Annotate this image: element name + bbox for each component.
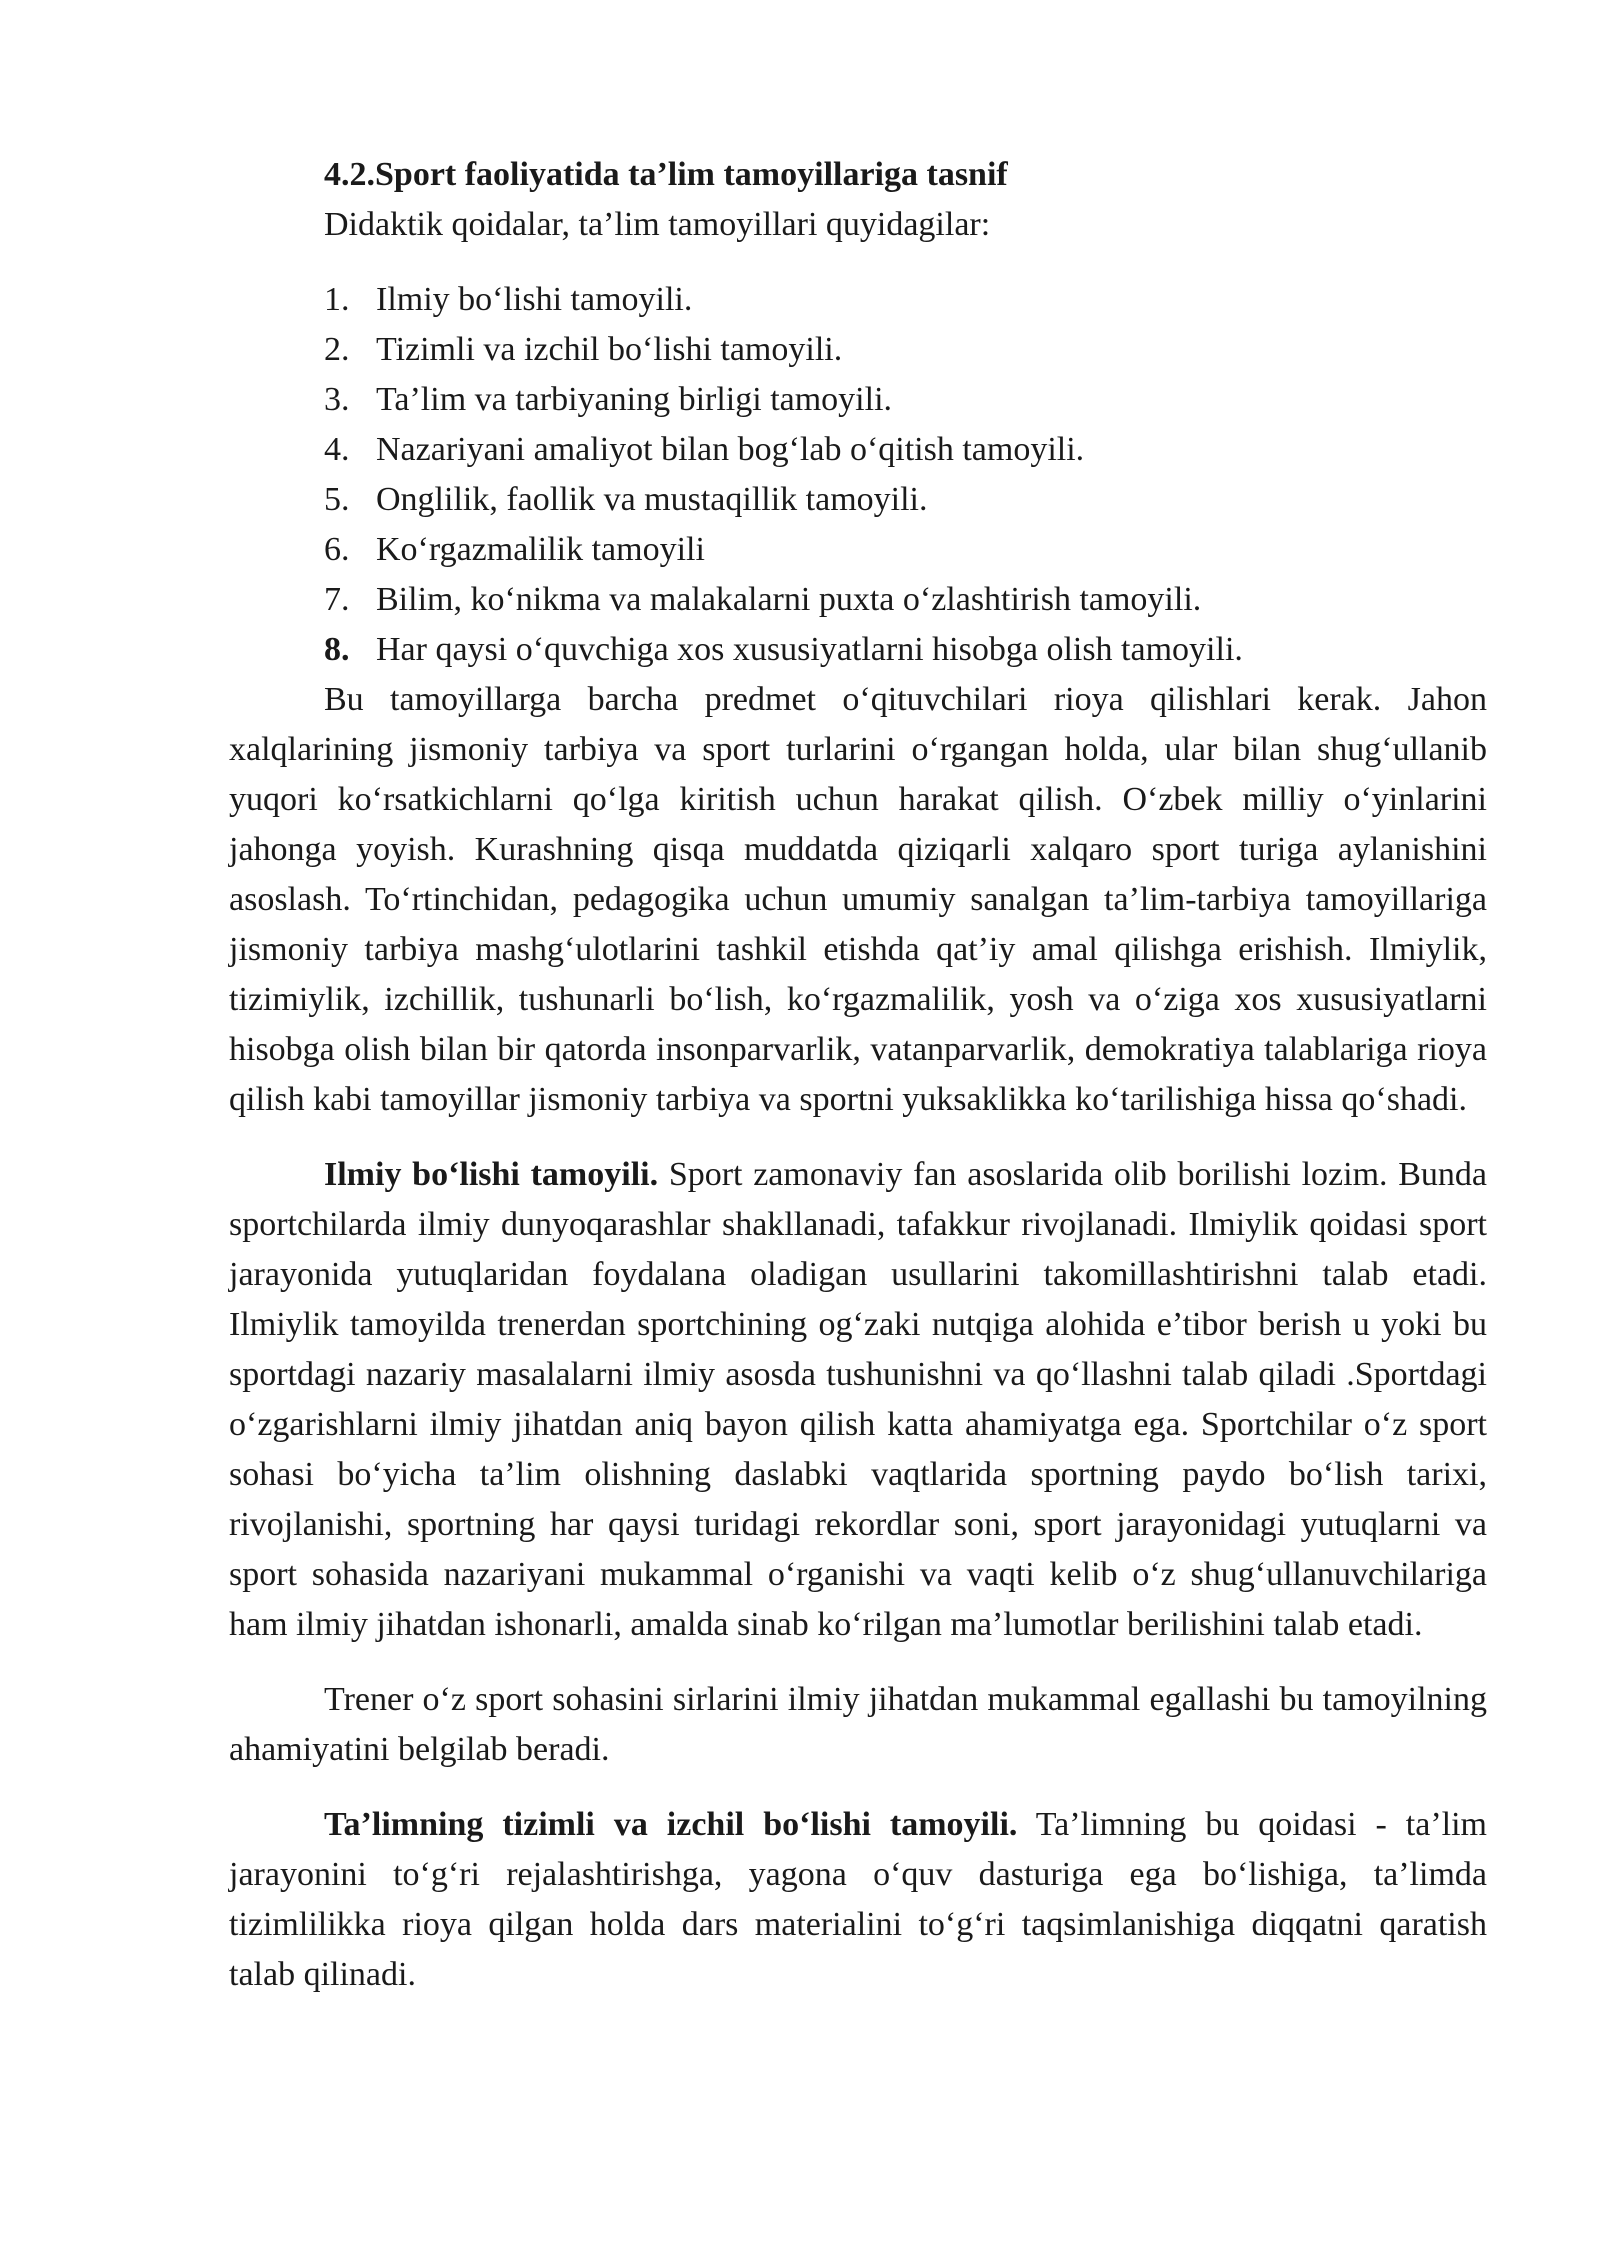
list-item-number: 7. [324, 581, 350, 618]
list-item [324, 425, 1487, 475]
list-item-number: 4. [324, 431, 350, 468]
section-heading: 4.2.Sport faoliyatida ta’lim tamoyillariga tasnif [324, 156, 1008, 193]
paragraph-scientific-principle [229, 1150, 1487, 1650]
list-item [324, 375, 1487, 425]
list-item-text: Har qaysi o‘quvchiga xos xususiyatlarni hisobga olish tamoyili. [376, 631, 1243, 668]
paragraph-trainer: Trener o‘z sport sohasini sirlarini ilmiy jihatdan mukammal egallashi bu tamoyilning ahamiyatini belgilab beradi. [229, 1681, 1487, 1768]
paragraph-principles-overview: Bu tamoyillarga barcha predmet o‘qituvchilari rioya qilishlari kerak. Jahon xalqlarining jismoniy tarbiya va sport turlarini o‘rgangan holda, ular bilan shug‘ullanib yuqori ko‘rsatkichlarni qo‘lga kiritish uchun harakat qilish. O‘zbek milliy o‘yinlarini jahonga yoyish. Kurashning qisqa muddatda qiziqarli xalqaro sport turiga aylanishini asoslash. To‘rtinchidan, pedagogika uchun umumiy sanalgan ta’lim-tarbiya tamoyillariga jismoniy tarbiya mashg‘ulotlarini tashkil etishda qat’iy amal qilishga erishish. Ilmiylik, tizimiylik, izchillik, tushunarli bo‘lish, ko‘rgazmalilik, yosh va o‘ziga xos xususiyatlarni hisobga olish bilan bir qatorda insonparvarlik, vatanparvarlik, demokratiya talablariga rioya qilish kabi tamoyillar jismoniy tarbiya va sportni yuksaklikka ko‘tarilishiga hissa qo‘shadi. [229, 681, 1487, 1118]
list-item-number: 1. [324, 281, 350, 318]
list-item-text: Onglilik, faollik va mustaqillik tamoyili. [376, 481, 928, 518]
paragraph-body: Ta’limning bu qoidasi - ta’lim jarayonini to‘g‘ri rejalashtirishga, yagona o‘quv dasturiga ega bo‘lishiga, ta’limda tizimlilikka rioya qilgan holda dars materialini to‘g‘ri taqsimlanishiga diqqatni qaratish talab qilinadi. [229, 1806, 1487, 1993]
paragraph-lead: Ilmiy bo‘lishi tamoyili. [324, 1156, 659, 1193]
list-item-number: 3. [324, 381, 350, 418]
list-item-number: 6. [324, 531, 350, 568]
intro-text: Didaktik qoidalar, ta’lim tamoyillari quyidagilar: [324, 206, 991, 243]
paragraph-body: Sport zamonaviy fan asoslarida olib borilishi lozim. Bunda sportchilarda ilmiy dunyoqarashlar shakllanadi, tafakkur rivojlanadi. Ilmiylik qoidasi sport jarayonida yutuqlaridan foydalana oladigan usullarini takomillashtirishni talab etadi. Ilmiylik tamoyilda trenerdan sportchining og‘zaki nutqiga alohida e’tibor berish u yoki bu sportdagi nazariy masalalarni ilmiy asosda tushunishni va qo‘llashni talab qiladi .Sportdagi o‘zgarishlarni ilmiy jihatdan aniq bayon qilish katta ahamiyatga ega. Sportchilar o‘z sport sohasi bo‘yicha ta’lim olishning daslabki vaqtlarida sportning paydo bo‘lish tarixi, rivojlanishi, sportning har qaysi turidagi rekordlar soni, sport jarayonidagi yutuqlarni va sport sohasida nazariyani mukammal o‘rganishi va vaqti kelib o‘z shug‘ullanuvchilariga ham ilmiy jihatdan ishonarli, amalda sinab ko‘rilgan ma’lumotlar berilishini talab etadi. [229, 1156, 1488, 1643]
list-item-text: Bilim, ko‘nikma va malakalarni puxta o‘zlashtirish tamoyili. [376, 581, 1202, 618]
paragraph-lead: Ta’limning tizimli va izchil bo‘lishi tamoyili. [324, 1806, 1018, 1843]
list-item [324, 575, 1487, 625]
principles-list [229, 275, 1487, 675]
list-item [324, 525, 1487, 575]
list-item [324, 275, 1487, 325]
document-page [229, 150, 1487, 2000]
list-item-text: Tizimli va izchil bo‘lishi tamoyili. [376, 331, 843, 368]
list-item-number: 2. [324, 331, 350, 368]
list-item-number: 5. [324, 481, 350, 518]
list-item-number: 8. [324, 631, 350, 668]
list-item [324, 625, 1487, 675]
list-item [324, 325, 1487, 375]
paragraph-systematic-principle [229, 1800, 1487, 2000]
list-item-text: Ta’lim va tarbiyaning birligi tamoyili. [376, 381, 893, 418]
list-item-text: Ilmiy bo‘lishi tamoyili. [376, 281, 693, 318]
list-item [324, 475, 1487, 525]
list-item-text: Nazariyani amaliyot bilan bog‘lab o‘qitish tamoyili. [376, 431, 1085, 468]
list-item-text: Ko‘rgazmalilik tamoyili [376, 531, 705, 568]
